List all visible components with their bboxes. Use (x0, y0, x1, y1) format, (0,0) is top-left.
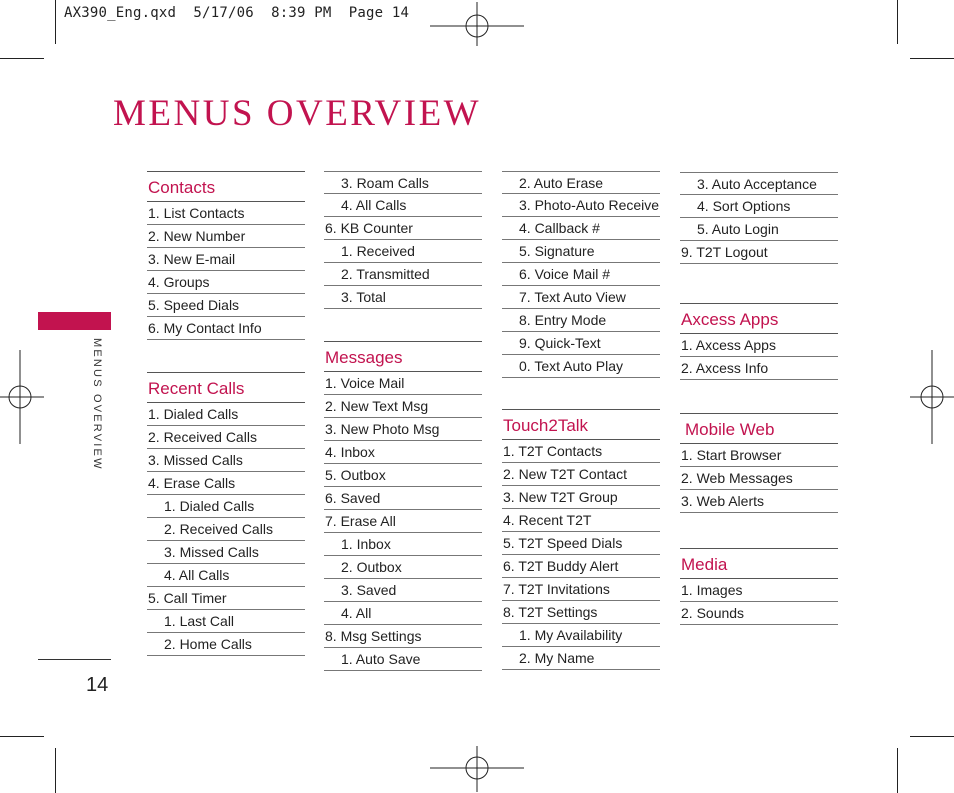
list-item: 3. Total (324, 286, 482, 309)
list-item: 2. Received Calls (147, 518, 305, 541)
list-item: 4. All Calls (147, 564, 305, 587)
list-item: 8. T2T Settings (502, 601, 660, 624)
section-axcess-apps (680, 303, 838, 380)
section-title: Messages (324, 341, 482, 372)
list-item: 1. Received (324, 240, 482, 263)
list-item: 3. Missed Calls (147, 449, 305, 472)
list-item: 1. T2T Contacts (502, 440, 660, 463)
section-messages-cont (502, 171, 660, 378)
list-item: 5. T2T Speed Dials (502, 532, 660, 555)
section-title: Mobile Web (680, 413, 838, 444)
list-item: 1. Dialed Calls (147, 403, 305, 426)
page-number: 14 (86, 674, 109, 696)
list-item: 3. New T2T Group (502, 486, 660, 509)
list-item: 9. Quick-Text (502, 332, 660, 355)
list-item: 2. My Name (502, 647, 660, 670)
crop-mark (910, 58, 954, 59)
list-item: 1. My Availability (502, 624, 660, 647)
list-item: 1. Last Call (147, 610, 305, 633)
section-mobile-web (680, 413, 838, 513)
list-item: 1. List Contacts (147, 202, 305, 225)
section-title: Recent Calls (147, 372, 305, 403)
section-recent-calls (147, 372, 305, 656)
registration-mark-icon (910, 350, 954, 444)
list-item: 7. Erase All (324, 510, 482, 533)
crop-mark (897, 748, 898, 793)
section-title: Touch2Talk (502, 409, 660, 440)
list-item: 3. New Photo Msg (324, 418, 482, 441)
list-item: 2. Outbox (324, 556, 482, 579)
list-item: 7. Text Auto View (502, 286, 660, 309)
list-item: 6. Saved (324, 487, 482, 510)
list-item: 4. All (324, 602, 482, 625)
list-item: 3. Missed Calls (147, 541, 305, 564)
list-item: 8. Msg Settings (324, 625, 482, 648)
list-item: 4. Groups (147, 271, 305, 294)
registration-mark-icon (430, 2, 524, 46)
list-item: 2. Web Messages (680, 467, 838, 490)
list-item: 3. Web Alerts (680, 490, 838, 513)
section-title: Contacts (147, 171, 305, 202)
list-item: 9. T2T Logout (680, 241, 838, 264)
crop-mark (0, 58, 44, 59)
list-item: 1. Start Browser (680, 444, 838, 467)
list-item: 6. Voice Mail # (502, 263, 660, 286)
list-item: 1. Axcess Apps (680, 334, 838, 357)
list-item: 5. Auto Login (680, 218, 838, 241)
column-2 (324, 171, 482, 671)
list-item: 4. Sort Options (680, 195, 838, 218)
list-item: 3. Auto Acceptance (680, 172, 838, 195)
crop-mark (897, 0, 898, 44)
side-accent-bar (38, 312, 111, 330)
section-touch2talk (502, 409, 660, 670)
crop-mark (55, 748, 56, 793)
list-item: 5. Speed Dials (147, 294, 305, 317)
page-title: MENUS OVERVIEW (113, 93, 482, 134)
list-item: 2. New Text Msg (324, 395, 482, 418)
registration-mark-icon (0, 350, 44, 444)
list-item: 4. All Calls (324, 194, 482, 217)
section-touch2talk-cont (680, 172, 838, 264)
list-item: 4. Recent T2T (502, 509, 660, 532)
list-item: 1. Images (680, 579, 838, 602)
print-header: AX390_Eng.qxd 5/17/06 8:39 PM Page 14 (64, 5, 410, 21)
list-item: 2. New Number (147, 225, 305, 248)
list-item: 3. New E-mail (147, 248, 305, 271)
column-4 (680, 172, 838, 625)
list-item: 2. New T2T Contact (502, 463, 660, 486)
section-media (680, 548, 838, 625)
list-item: 7. T2T Invitations (502, 578, 660, 601)
list-item: 3. Saved (324, 579, 482, 602)
column-3 (502, 171, 660, 670)
list-item: 4. Callback # (502, 217, 660, 240)
list-item: 6. T2T Buddy Alert (502, 555, 660, 578)
list-item: 4. Inbox (324, 441, 482, 464)
side-label: MENUS OVERVIEW (91, 338, 103, 471)
crop-mark (55, 0, 56, 44)
list-item: 2. Received Calls (147, 426, 305, 449)
list-item: 1. Inbox (324, 533, 482, 556)
list-item: 0. Text Auto Play (502, 355, 660, 378)
list-item: 3. Roam Calls (324, 171, 482, 194)
column-1 (147, 171, 305, 656)
crop-mark (910, 736, 954, 737)
section-title: Axcess Apps (680, 303, 838, 334)
list-item: 2. Auto Erase (502, 171, 660, 194)
list-item: 2. Transmitted (324, 263, 482, 286)
section-contacts (147, 171, 305, 340)
registration-mark-icon (430, 746, 524, 792)
list-item: 3. Photo-Auto Receive (502, 194, 660, 217)
list-item: 8. Entry Mode (502, 309, 660, 332)
list-item: 5. Call Timer (147, 587, 305, 610)
section-recent-calls-cont (324, 171, 482, 309)
list-item: 2. Axcess Info (680, 357, 838, 380)
footer-rule (38, 659, 111, 660)
list-item: 4. Erase Calls (147, 472, 305, 495)
list-item: 5. Signature (502, 240, 660, 263)
list-item: 1. Voice Mail (324, 372, 482, 395)
list-item: 1. Auto Save (324, 648, 482, 671)
list-item: 5. Outbox (324, 464, 482, 487)
list-item: 2. Home Calls (147, 633, 305, 656)
section-title: Media (680, 548, 838, 579)
list-item: 6. My Contact Info (147, 317, 305, 340)
list-item: 6. KB Counter (324, 217, 482, 240)
section-messages (324, 341, 482, 671)
list-item: 1. Dialed Calls (147, 495, 305, 518)
crop-mark (0, 736, 44, 737)
list-item: 2. Sounds (680, 602, 838, 625)
